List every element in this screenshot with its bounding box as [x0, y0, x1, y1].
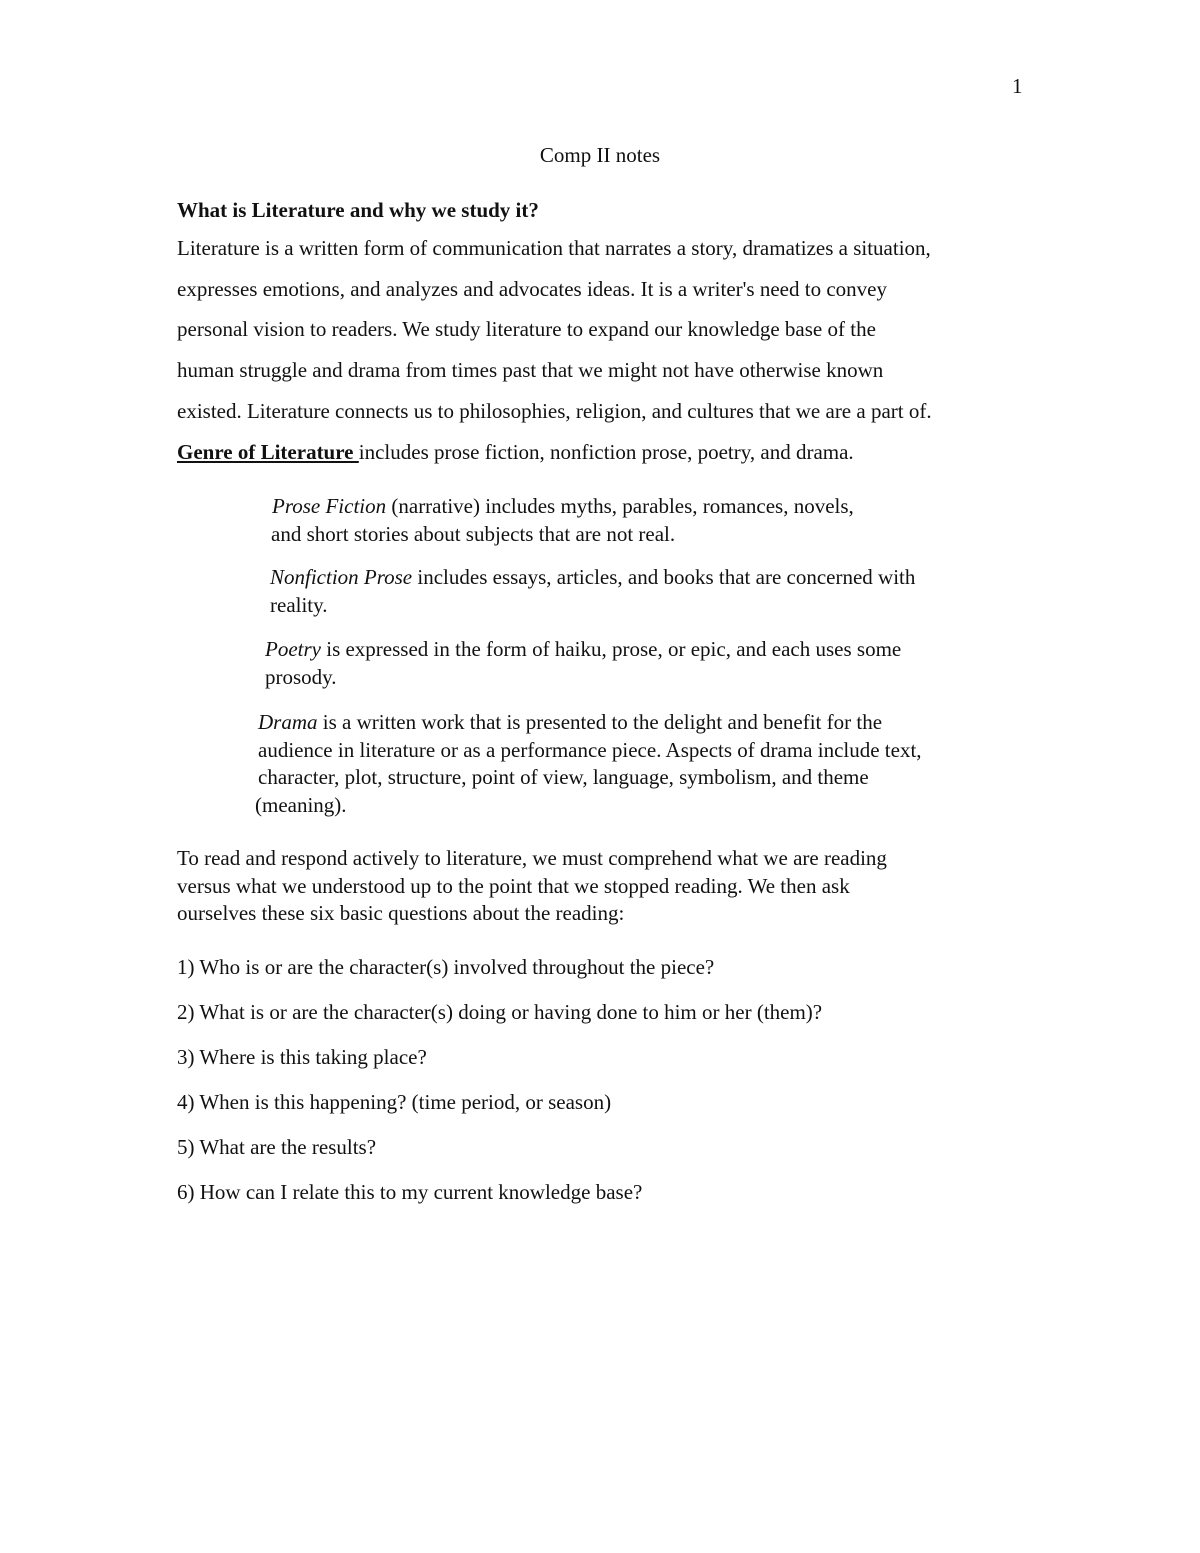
intro-line: Literature is a written form of communication that narrates a story, dramatizes a situation,	[177, 236, 931, 260]
intro-line: existed. Literature connects us to philosophies, religion, and cultures that we are a part of.	[177, 398, 932, 423]
intro-line: personal vision to readers. We study literature to expand our knowledge base of the	[177, 317, 876, 342]
question-item: 1) Who is or are the character(s) involved throughout the piece?	[177, 955, 715, 979]
genre-description: is a written work that is presented to the delight and benefit for the	[317, 710, 883, 734]
reading-line: versus what we understood up to the point that we stopped reading. We then ask	[177, 873, 850, 898]
genre-text: includes prose fiction, nonfiction prose, poetry, and drama.	[358, 440, 854, 464]
intro-line: human struggle and drama from times past that we might not have otherwise known	[177, 358, 884, 383]
genre-line: audience in literature or as a performance piece. Aspects of drama include text,	[258, 737, 922, 762]
question-item: 5) What are the results?	[177, 1135, 377, 1159]
reading-line: To read and respond actively to literature, we must comprehend what we are reading	[177, 846, 887, 870]
genre-line	[265, 636, 901, 664]
genre-line: prosody.	[265, 664, 337, 689]
reading-line: ourselves these six basic questions about the reading:	[177, 901, 625, 925]
page-number: 1	[1012, 74, 1023, 98]
document-title: Comp II notes	[539, 143, 661, 167]
genre-line: reality.	[270, 592, 328, 617]
genre-line: character, plot, structure, point of view, language, symbolism, and theme	[258, 765, 869, 789]
genre-description: (narrative) includes myths, parables, romances, novels,	[386, 494, 854, 518]
genre-term: Drama	[258, 710, 318, 734]
genre-drama	[255, 709, 922, 819]
intro-paragraph	[177, 228, 1037, 432]
question-item: 2) What is or are the character(s) doing or having done to him or her (them)?	[177, 1000, 823, 1024]
genre-label: Genre of Literature	[177, 440, 359, 464]
genre-term: Poetry	[265, 637, 321, 661]
genre-intro-line	[177, 440, 854, 465]
genre-line	[272, 493, 854, 521]
genre-description: is expressed in the form of haiku, prose, or epic, and each uses some	[320, 637, 902, 661]
intro-line: expresses emotions, and analyzes and advocates ideas. It is a writer's need to convey	[177, 276, 887, 301]
genre-prose-fiction	[272, 493, 854, 548]
genre-nonfiction-prose	[270, 564, 915, 619]
question-item: 3) Where is this taking place?	[177, 1045, 427, 1069]
reading-paragraph	[177, 845, 887, 928]
question-item: 6) How can I relate this to my current knowledge base?	[177, 1180, 643, 1204]
genre-line	[258, 709, 922, 737]
genre-line: and short stories about subjects that are not real.	[271, 521, 676, 546]
section-heading: What is Literature and why we study it?	[177, 198, 539, 222]
genre-line	[270, 564, 915, 592]
genre-description: includes essays, articles, and books that are concerned with	[412, 565, 916, 589]
genre-line: (meaning).	[255, 792, 347, 817]
question-item: 4) When is this happening? (time period, or season)	[177, 1090, 612, 1114]
genre-poetry	[265, 636, 901, 691]
genre-term: Prose Fiction	[272, 494, 387, 518]
genre-term: Nonfiction Prose	[270, 565, 413, 589]
